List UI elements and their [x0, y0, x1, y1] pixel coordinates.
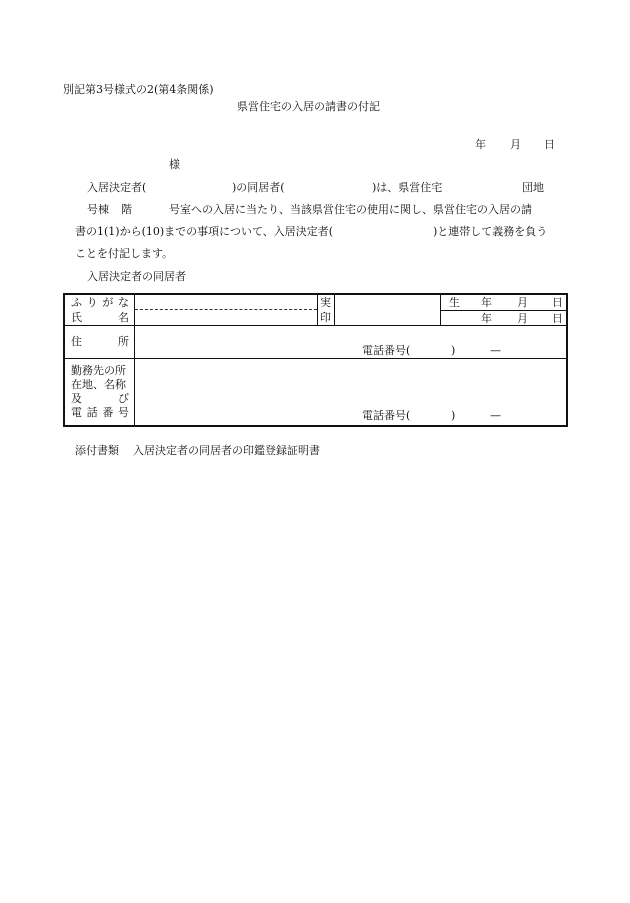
name-field[interactable]	[137, 311, 315, 324]
attachment-text: 入居決定者の同居者の印鑑登録証明書	[133, 444, 320, 457]
body-line2-b: 階	[121, 203, 132, 216]
workplace-field[interactable]	[137, 361, 357, 421]
address-phone-dash: —	[490, 344, 501, 357]
seal-label-bottom: 印	[320, 311, 331, 324]
address-field[interactable]	[137, 328, 357, 356]
body-line2-a: 号棟	[87, 203, 109, 216]
body-line1-b: )の同居者(	[232, 181, 285, 194]
address-phone-label: 電話番号(	[362, 344, 411, 357]
seal-field[interactable]	[336, 296, 438, 324]
body-line3-a: 書の1(1)から(10)までの事項について、入居決定者(	[75, 225, 334, 238]
workplace-label-line2: 在地、名称	[71, 378, 126, 391]
section-label: 入居決定者の同居者	[87, 270, 186, 283]
workplace-label-line4: 電 話 番 号	[71, 406, 129, 419]
body-line1-c: )は、県営住宅	[372, 181, 443, 194]
age-month-label: 月	[517, 312, 528, 325]
seal-label-top: 実	[320, 296, 331, 309]
birth-day-label: 日	[552, 296, 563, 309]
date-month-label: 月	[510, 138, 521, 151]
cohabitant-table	[63, 293, 568, 427]
workplace-label-line1: 勤務先の所	[71, 364, 126, 377]
workplace-phone-dash: —	[490, 409, 501, 422]
furigana-label: ふ り が な	[71, 296, 129, 309]
workplace-phone-close: )	[451, 409, 456, 422]
age-year-label: 年	[481, 312, 492, 325]
birth-label: 生	[449, 296, 460, 309]
body-line1-d: 団地	[522, 181, 544, 194]
date-day-label: 日	[544, 138, 555, 151]
body-line2-c: 号室への入居に当たり、当該県営住宅の使用に関し、県営住宅の入居の請	[169, 203, 532, 216]
attachment-label: 添付書類	[75, 444, 119, 457]
age-day-label: 日	[552, 312, 563, 325]
address-label: 住 所	[71, 335, 129, 348]
address-phone-close: )	[451, 344, 456, 357]
body-line4: ことを付記します。	[75, 247, 174, 260]
workplace-label-line3: 及 び	[71, 392, 129, 405]
birth-month-label: 月	[517, 296, 528, 309]
addressee-suffix: 様	[169, 158, 180, 171]
workplace-phone-label: 電話番号(	[362, 409, 411, 422]
date-year-label: 年	[475, 138, 486, 151]
document-title: 県営住宅の入居の請書の付記	[237, 100, 380, 113]
form-reference: 別記第3号様式の2(第4条関係)	[63, 83, 214, 96]
furigana-field[interactable]	[137, 296, 315, 309]
name-label: 氏 名	[71, 311, 129, 324]
body-line3-b: )と連帯して義務を負う	[433, 225, 548, 238]
body-line1-a: 入居決定者(	[87, 181, 147, 194]
birth-year-label: 年	[481, 296, 492, 309]
